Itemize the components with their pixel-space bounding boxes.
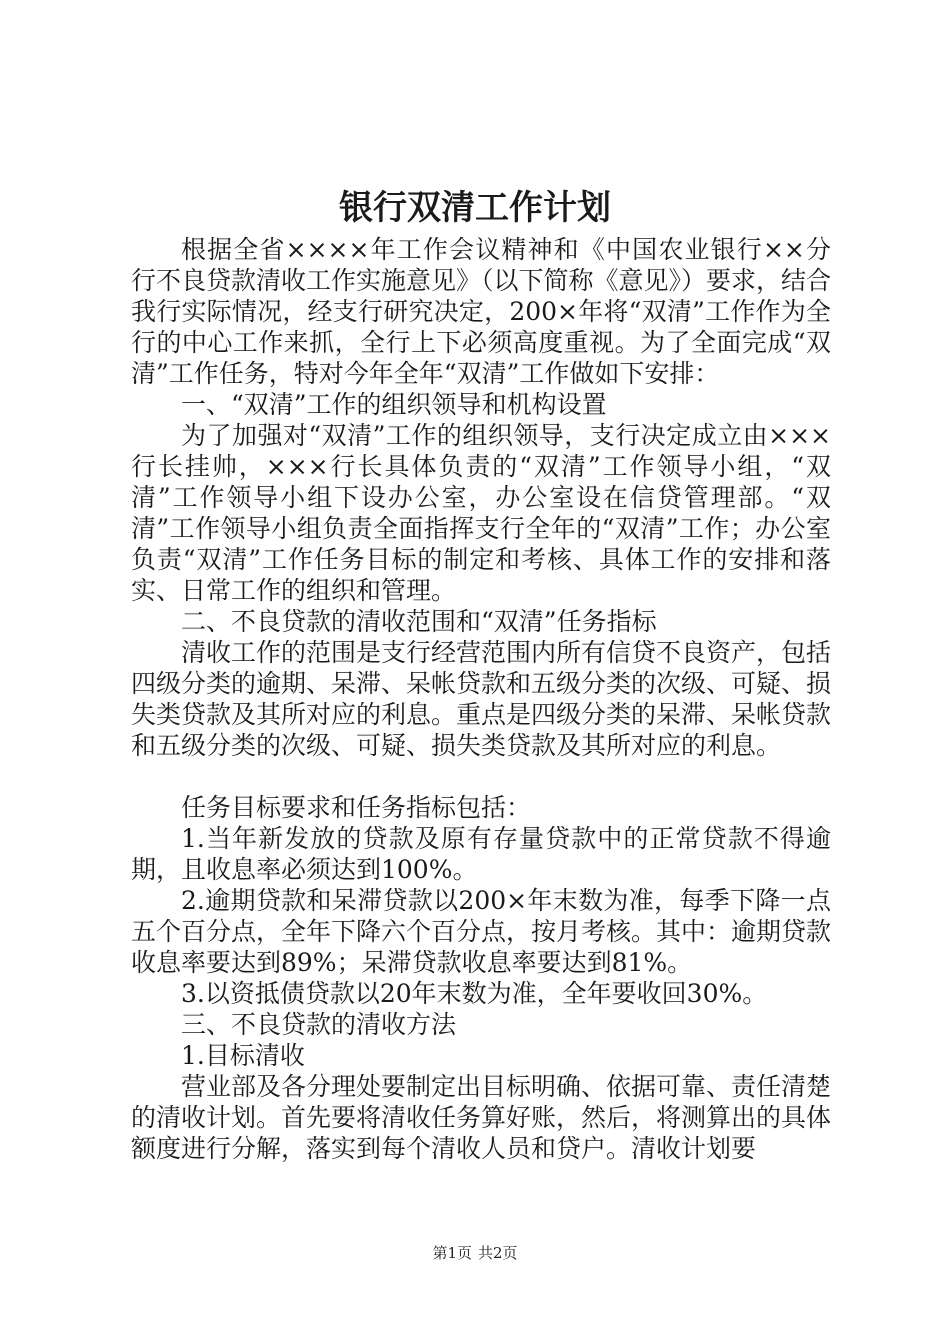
list-item-3: 3.以资抵债贷款以20年末数为准，全年要收回30%。 <box>181 979 768 1008</box>
page-total: 共2页 <box>478 1244 518 1262</box>
paragraph-intro: 根据全省××××年工作会议精神和《中国农业银行××分行不良贷款清收工作实施意见》（以下简称《意见》）要求，结合我行实际情况，经支行研究决定，200×年将“双清”工作作为全行的中心工作来抓，全行上下必须高度重视。为了全面完成“双清”工作任务，特对今年全年“双清”工作做如下安排： <box>131 235 832 388</box>
list-item-1: 1.当年新发放的贷款及原有存量贷款中的正常贷款不得逾期，且收息率必须达到100%。 <box>131 824 831 884</box>
paragraph-target-collection: 营业部及各分理处要制定出目标明确、依据可靠、责任清楚的清收计划。首先要将清收任务算好账，然后，将测算出的具体额度进行分解，落实到每个清收人员和贷户。清收计划要 <box>131 1072 832 1163</box>
page-footer <box>0 1243 950 1263</box>
document-title: 银行双清工作计划 <box>339 188 611 228</box>
section-heading-3: 三、不良贷款的清收方法 <box>181 1010 457 1039</box>
section-heading-2: 二、不良贷款的清收范围和“双清”任务指标 <box>181 607 657 636</box>
document-body <box>131 234 831 1164</box>
paragraph-task-intro: 任务目标要求和任务指标包括： <box>181 793 532 822</box>
paragraph-scope: 清收工作的范围是支行经营范围内所有信贷不良资产，包括四级分类的逾期、呆滞、呆帐贷款和五级分类的次级、可疑、损失类贷款及其所对应的利息。重点是四级分类的呆滞、呆帐贷款和五级分类的次级、可疑、损失类贷款及其所对应的利息。 <box>131 638 832 760</box>
paragraph-organization: 为了加强对“双清”工作的组织领导，支行决定成立由×××行长挂帅，×××行长具体负责的“双清”工作领导小组，“双清”工作领导小组下设办公室，办公室设在信贷管理部。“双清”工作领导小组负责全面指挥支行全年的“双清”工作；办公室负责“双清”工作任务目标的制定和考核、具体工作的安排和落实、日常工作的组织和管理。 <box>131 421 831 605</box>
page-number: 第1页 <box>432 1244 472 1262</box>
subsection-heading-1: 1.目标清收 <box>181 1041 305 1070</box>
section-heading-1: 一、“双清”工作的组织领导和机构设置 <box>181 390 607 419</box>
list-item-2: 2.逾期贷款和呆滞贷款以200×年末数为准，每季下降一点五个百分点，全年下降六个百分点，按月考核。其中：逾期贷款收息率要达到89%；呆滞贷款收息率要达到81%。 <box>131 886 832 977</box>
